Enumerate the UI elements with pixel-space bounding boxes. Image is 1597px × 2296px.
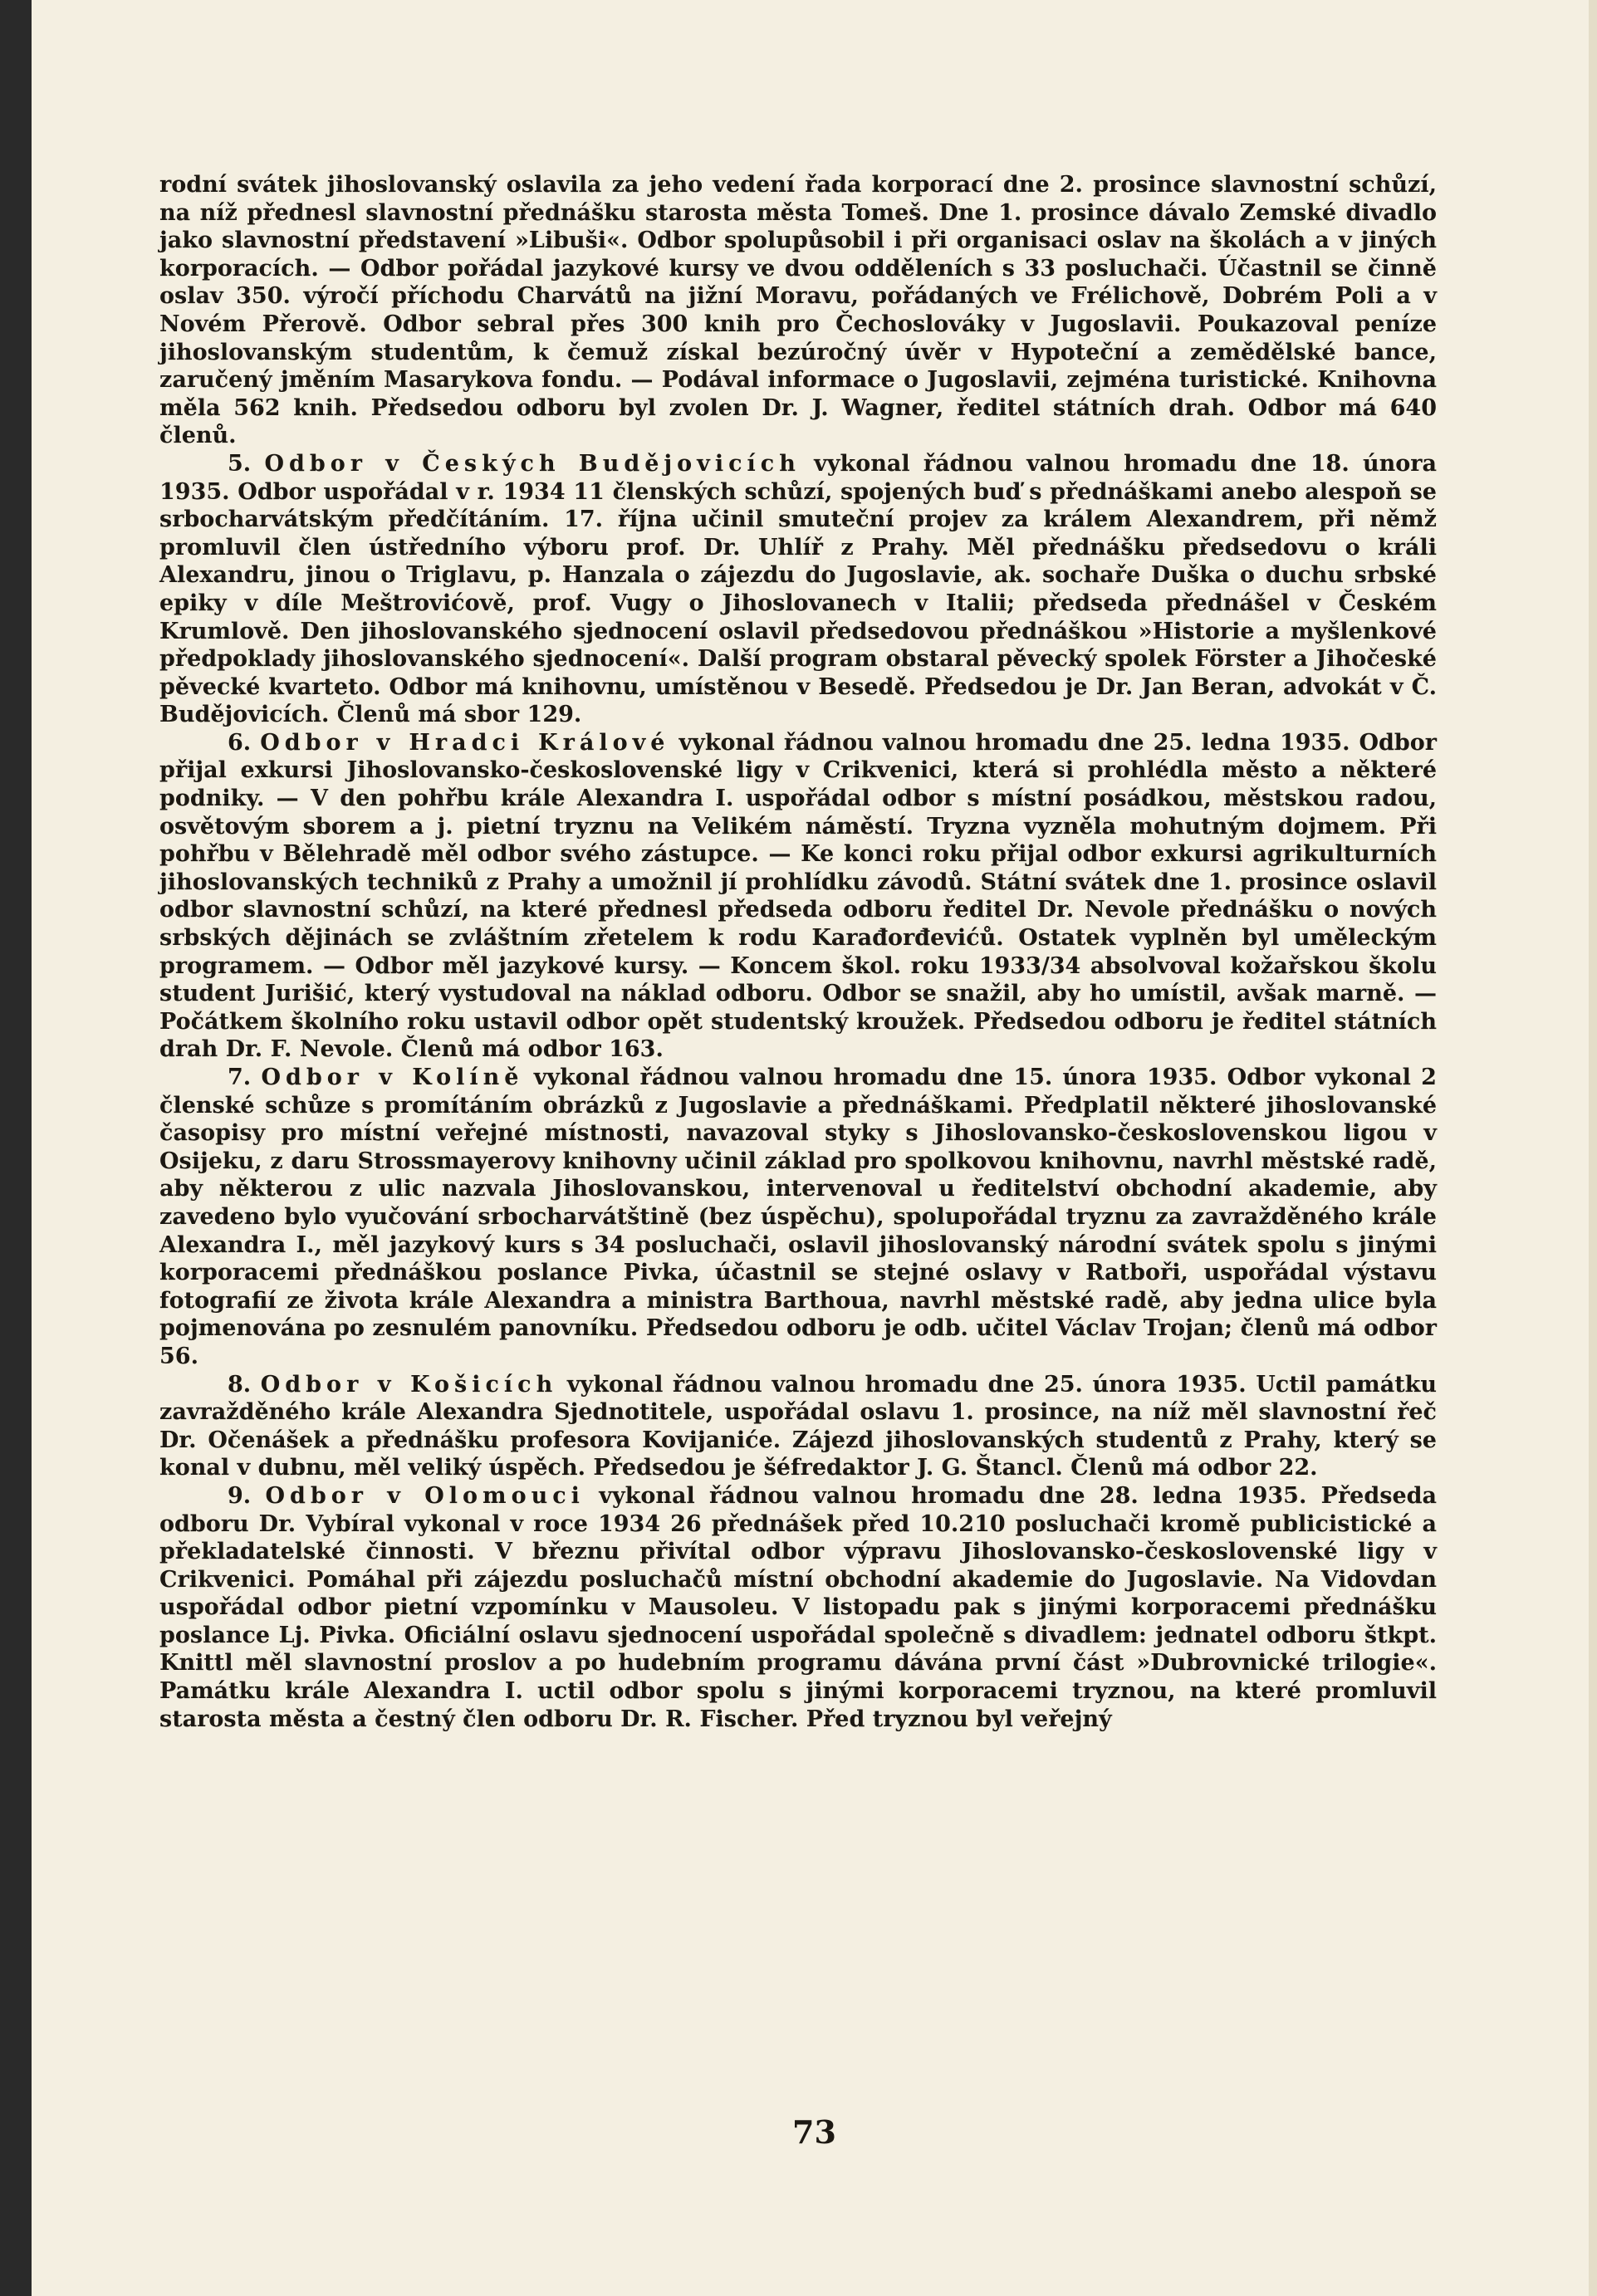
section-title: Odbor v Kolíně (261, 1065, 524, 1090)
paragraph-hradec-kralove (159, 729, 1437, 1064)
paragraph-continuation (159, 171, 1437, 450)
paragraph-olomouc (159, 1482, 1437, 1733)
paragraph-ceske-budejovice (159, 450, 1437, 729)
paragraph-text: vykonal řádnou valnou hromadu dne 28. ledna 1935. Předseda odboru Dr. Vybíral vykonal v roce 1934 26 přednášek před 10.210 posluchači kromě publicistické a překladatelské činnosti. V březnu přivítal odbor výpravu Jihoslovansko-československé ligy v Crikvenici. Pomáhal při zájezdu posluchačů místní obchodní akademie do Jugoslavie. Na Vidovdan uspořádal odbor pietní vzpomínku v Mausoleu. V listopadu pak s jinými korporacemi přednášku poslance Lj. Pivka. Oficiální oslavu sjednocení uspořádal společně s divadlem: jednatel odboru štkpt. Knittl měl slavnostní proslov a po hudebním programu dávána první část »Dubrovnické trilogie«. Památku krále Alexandra I. uctil odbor spolu s jinými korporacemi tryznou, na které promluvil starosta města a čestný člen odboru Dr. R. Fischer. Před tryznou byl veřejný (159, 1482, 1437, 1732)
section-title: Odbor v Českých Budějovicích (264, 450, 801, 477)
paragraph-text: vykonal řádnou valnou hromadu dne 25. ledna 1935. Odbor přijal exkursi Jihoslovansko-československé ligy v Crikvenici, která si prohlédla město a některé podniky. — V den pohřbu krále Alexandra I. uspořádal odbor s místní posádkou, městskou radou, osvětovým sborem a j. pietní tryznu na Velikém náměstí. Tryzna vyzněla mohutným dojmem. Při pohřbu v Bělehradě měl odbor svého zástupce. — Ke konci roku přijal odbor exkursi agrikulturních jihoslovanských techniků z Prahy a umožnil jí prohlídku závodů. Státní svátek dne 1. prosince oslavil odbor slavnostní schůzí, na které přednesl předseda odboru ředitel Dr. Nevole přednášku o nových srbských dějinách se zvláštním zřetelem k rodu Karađorđevićů. Ostatek vyplněn byl uměleckým programem. — Odbor měl jazykové kursy. — Koncem škol. roku 1933/34 absolvoval kožařskou školu student Jurišić, který vystudoval na náklad odboru. Odbor se snažil, aby ho umístil, avšak marně. — Počátkem školního roku ustavil odbor opět studentský kroužek. Předsedou odboru je ředitel státních drah Dr. F. Nevole. Členů má odbor 163. (159, 729, 1437, 1063)
paragraph-kolin (159, 1064, 1437, 1371)
section-number: 7. (228, 1065, 252, 1090)
paragraph-text: vykonal řádnou valnou hromadu dne 25. února 1935. Uctil památku zavražděného krále Alexandra Sjednotitele, uspořádal oslavu 1. prosince, na níž měl slavnostní řeč Dr. Očenášek a přednášku profesora Kovijaniće. Zájezd jihoslovanských studentů z Prahy, který se konal v dubnu, měl veliký úspěch. Předsedou je šéfredaktor J. G. Štancl. Členů má odbor 22. (159, 1371, 1438, 1481)
section-title: Odbor v Košicích (260, 1371, 558, 1398)
paragraph-text: vykonal řádnou valnou hromadu dne 15. února 1935. Odbor vykonal 2 členské schůze s promítáním obrázků z Jugoslavie a přednáškami. Předplatil některé jihoslovanské časopisy pro místní veřejné místnosti, navazoval styky s Jihoslovansko-československou ligou v Osijeku, z daru Strossmayerovy knihovny učinil základ pro spolkovou knihovnu, navrhl městské radě, aby některou z ulic nazvala Jihoslovanskou, intervenoval u ředitelství obchodní akademie, aby zavedeno bylo vyučování srbocharvátštině (bez úspěchu), spolupořádal tryznu za zavražděného krále Alexandra I., měl jazykový kurs s 34 posluchači, oslavil jihoslovanský národní svátek spolu s jinými korporacemi přednáškou poslance Pivka, účastnil se stejné oslavy v Ratboři, uspořádal výstavu fotografií ze života krále Alexandra a ministra Barthoua, navrhl městské radě, aby jedna ulice byla pojmenována po zesnulém panovníku. Předsedou odboru je odb. učitel Václav Trojan; členů má odbor 56. (159, 1065, 1437, 1369)
document-page (32, 0, 1597, 2296)
section-number: 9. (228, 1482, 252, 1509)
section-number: 8. (228, 1371, 252, 1398)
section-title: Odbor v Hradci Králové (260, 729, 670, 756)
body-text (159, 171, 1437, 1733)
page-number: 73 (792, 2113, 836, 2151)
page-edge-shadow (1589, 0, 1597, 2296)
section-number: 5. (228, 450, 252, 477)
section-title: Odbor v Olomouci (265, 1482, 585, 1509)
paragraph-text: rodní svátek jihoslovanský oslavila za jeho vedení řada korporací dne 2. prosince slavnostní schůzí, na níž přednesl slavnostní přednášku starosta města Tomeš. Dne 1. prosince dávalo Zemské divadlo jako slavnostní představení »Libuši«. Odbor spolupůsobil i při organisaci oslav na školách a v jiných korporacích. — Odbor pořádal jazykové kursy ve dvou odděleních s 33 posluchači. Účastnil se činně oslav 350. výročí příchodu Charvátů na jižní Moravu, pořádaných ve Frélichově, Dobrém Poli a v Novém Přerově. Odbor sebral přes 300 knih pro Čechoslováky v Jugoslavii. Poukazoval peníze jihoslovanským studentům, k čemuž získal bezúročný úvěr v Hypoteční a zemědělské bance, zaručený jměním Masarykova fondu. — Podával informace o Jugoslavii, zejména turistické. Knihovna měla 562 knih. Předsedou odboru byl zvolen Dr. J. Wagner, ředitel státních drah. Odbor má 640 členů. (159, 172, 1437, 449)
paragraph-kosice (159, 1371, 1437, 1482)
paragraph-text: vykonal řádnou valnou hromadu dne 18. února 1935. Odbor uspořádal v r. 1934 11 členských schůzí, spojených buď s přednáškami anebo alespoň se srbocharvátským předčítáním. 17. října učinil smuteční projev za králem Alexandrem, při němž promluvil člen ústředního výboru prof. Dr. Uhlíř z Prahy. Měl přednášku předsedovu o králi Alexandru, jinou o Triglavu, p. Hanzala o zájezdu do Jugoslavie, ak. sochaře Duška o duchu srbské epiky v díle Meštrovićově, prof. Vugy o Jihoslovanech v Italii; předseda přednášel v Českém Krumlově. Den jihoslovanského sjednocení oslavil předsedovou přednáškou »Historie a myšlenkové předpoklady jihoslovanského sjednocení«. Další program obstaral pěvecký spolek Förster a Jihočeské pěvecké kvarteto. Odbor má knihovnu, umístěnou v Besedě. Předsedou je Dr. Jan Beran, advokát v Č. Budějovicích. Členů má sbor 129. (159, 450, 1438, 728)
section-number: 6. (228, 729, 252, 756)
